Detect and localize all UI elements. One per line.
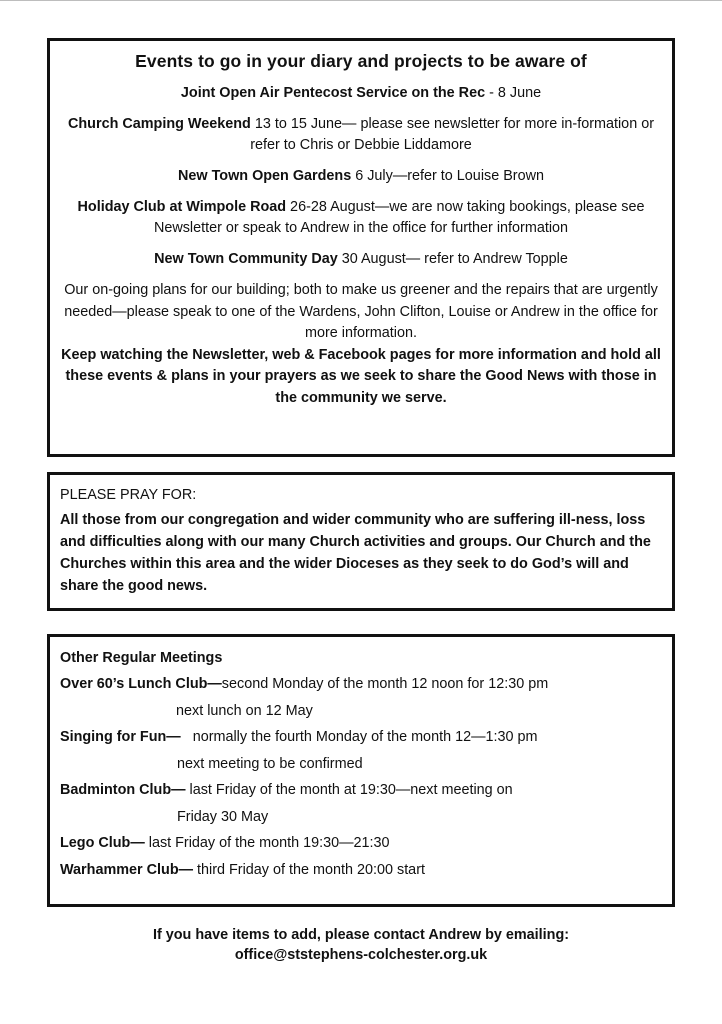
event-name: Church Camping Weekend (68, 116, 251, 132)
meeting-detail: last Friday of the month at 19:30—next meeting on (185, 782, 513, 798)
event-name: Holiday Club at Wimpole Road (77, 199, 287, 215)
meeting-detail: last Friday of the month 19:30—21:30 (144, 835, 390, 851)
prayer-heading: PLEASE PRAY FOR: (60, 487, 197, 503)
meeting-item-lunch-club (60, 671, 662, 698)
event-detail: 30 August— refer to Andrew Topple (337, 251, 568, 267)
meeting-item-warhammer (60, 857, 662, 884)
contact-email-link[interactable]: office@ststephens-colchester.org.uk (234, 947, 488, 963)
event-detail: 6 July—refer to Louise Brown (351, 168, 544, 184)
meeting-item-lego (60, 830, 662, 857)
meeting-item-singing (60, 724, 662, 751)
event-name: New Town Open Gardens (177, 168, 352, 184)
meeting-detail: second Monday of the month 12 noon for 12:30 pm (221, 676, 549, 692)
events-box (47, 38, 675, 457)
event-item-camping (58, 114, 664, 156)
meeting-name: Singing for Fun— (60, 729, 181, 745)
event-name: New Town Community Day (154, 251, 338, 267)
meeting-name: Badminton Club— (60, 782, 186, 798)
meetings-heading: Other Regular Meetings (60, 650, 223, 666)
meeting-name: Lego Club— (60, 835, 145, 851)
contact-text: If you have items to add, please contact Andrew by emailing: (152, 927, 570, 943)
meeting-name: Warhammer Club— (60, 861, 194, 878)
event-item-community-day (58, 249, 664, 270)
meeting-name: Over 60’s Lunch Club— (60, 676, 222, 692)
event-item-holiday-club (58, 197, 664, 239)
meeting-next-lunch-club: next lunch on 12 May (176, 702, 313, 719)
regular-meetings-box (47, 634, 675, 907)
event-item-pentecost (58, 83, 664, 104)
prayer-box (47, 472, 675, 611)
event-detail: 13 to 15 June— please see newsletter for more in-formation or refer to Chris or Debbie Liddamore (250, 116, 654, 153)
event-name: Joint Open Air Pentecost Service on the Rec (180, 85, 486, 101)
meeting-detail: normally the fourth Monday of the month 12—1:30 pm (180, 729, 538, 745)
prayer-body: All those from our congregation and wider community who are suffering ill-ness, loss and difficulties along with our many Church activities and groups. Our Church and the Churches within this area and the wider Dioceses as they seek to do God’s will and share the good news. (60, 512, 651, 594)
event-detail: - 8 June (485, 85, 542, 101)
meeting-next-singing: next meeting to be confirmed (177, 755, 363, 772)
contact-footer (0, 925, 722, 965)
event-item-open-gardens (58, 166, 664, 187)
meeting-next-badminton: Friday 30 May (177, 808, 269, 825)
meeting-detail: third Friday of the month 20:00 start (193, 861, 425, 878)
events-title: Events to go in your diary and projects to be aware of (135, 51, 587, 71)
keep-watching-text: Keep watching the Newsletter, web & Facebook pages for more information and hold all these events & plans in your prayers as we seek to share the Good News with those in the community we serve. (61, 346, 661, 406)
building-plans-text: Our on-going plans for our building; both to make us greener and the repairs that are urgently needed—please speak to one of the Wardens, John Clifton, Louise or Andrew in the office for more information. (64, 282, 658, 341)
event-detail: 26-28 August—we are now taking bookings, please see Newsletter or speak to Andrew in the office for further information (153, 199, 645, 236)
meeting-item-badminton (60, 777, 662, 804)
